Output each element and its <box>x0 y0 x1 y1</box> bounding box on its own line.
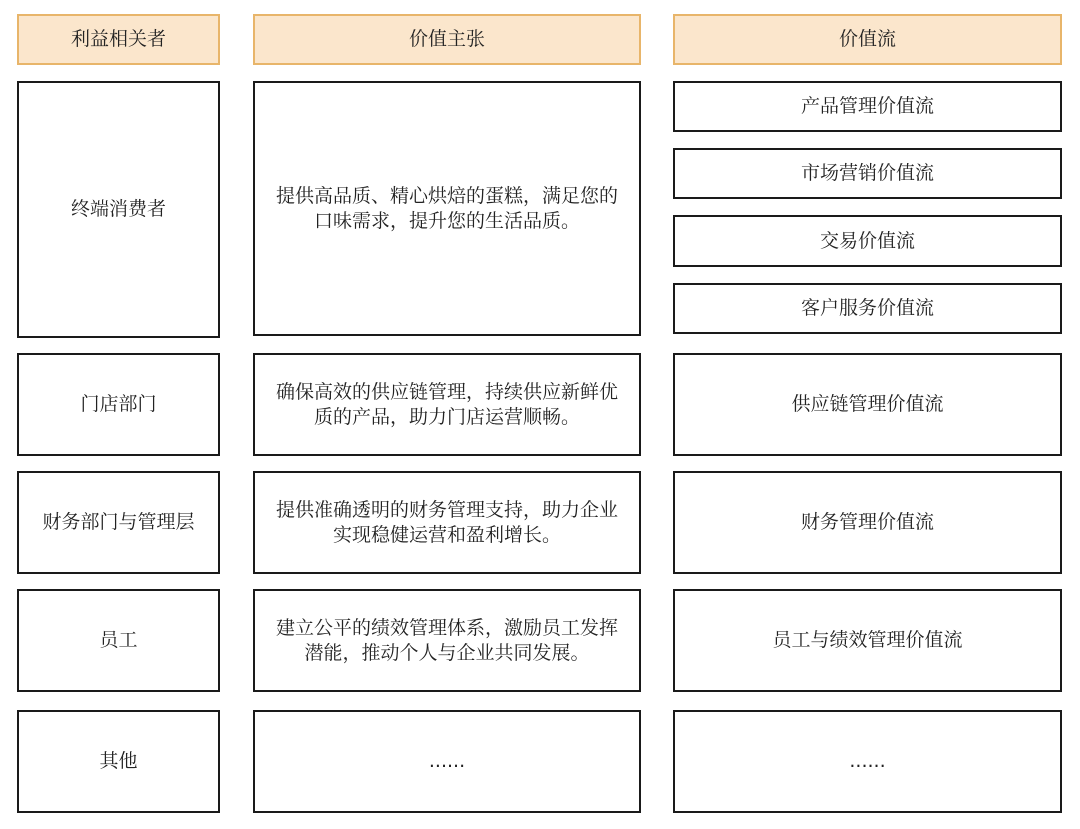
value-stream-label: 财务管理价值流 <box>800 511 934 533</box>
value-proposition-box <box>253 471 641 574</box>
value-proposition-text: ...... <box>428 750 466 772</box>
value-stream-box <box>673 710 1062 813</box>
stakeholder-label: 门店部门 <box>80 393 157 415</box>
stakeholder-label: 员工 <box>99 629 138 651</box>
value-stream-label: 供应链管理价值流 <box>791 393 944 415</box>
header-stakeholders-label: 利益相关者 <box>70 28 166 50</box>
stakeholder-box <box>17 81 220 338</box>
value-stream-box <box>673 81 1062 132</box>
stakeholder-box <box>17 589 220 692</box>
value-stream-box <box>673 283 1062 334</box>
value-proposition-box <box>253 353 641 456</box>
header-value-proposition-label: 价值主张 <box>408 28 485 50</box>
stakeholder-box <box>17 710 220 813</box>
value-stream-label: 市场营销价值流 <box>800 162 934 184</box>
value-proposition-text: 建立公平的绩效管理体系，激励员工发挥潜能，推动个人与企业共同发展。 <box>275 616 618 664</box>
stakeholder-label: 终端消费者 <box>70 198 166 220</box>
value-proposition-text: 确保高效的供应链管理，持续供应新鲜优质的产品，助力门店运营顺畅。 <box>275 380 618 428</box>
value-stream-box <box>673 589 1062 692</box>
stakeholder-box <box>17 353 220 456</box>
stakeholder-label: 其他 <box>99 750 138 772</box>
value-stream-box <box>673 353 1062 456</box>
header-stakeholders <box>17 14 220 65</box>
value-stream-box <box>673 471 1062 574</box>
value-proposition-text: 提供准确透明的财务管理支持，助力企业实现稳健运营和盈利增长。 <box>275 498 618 546</box>
value-stream-label: 产品管理价值流 <box>800 95 934 117</box>
value-stream-label: 员工与绩效管理价值流 <box>772 629 963 651</box>
value-proposition-box <box>253 81 641 336</box>
stakeholder-box <box>17 471 220 574</box>
value-stream-box <box>673 148 1062 199</box>
header-value-stream <box>673 14 1062 65</box>
stakeholder-label: 财务部门与管理层 <box>42 511 195 533</box>
value-stream-label: 客户服务价值流 <box>800 297 934 319</box>
value-proposition-box <box>253 710 641 813</box>
value-proposition-box <box>253 589 641 692</box>
value-stream-box <box>673 215 1062 267</box>
value-stream-label: 交易价值流 <box>819 229 915 252</box>
value-stream-label: ...... <box>849 750 886 772</box>
header-value-stream-label: 价值流 <box>838 28 896 50</box>
value-proposition-text: 提供高品质、精心烘焙的蛋糕，满足您的口味需求，提升您的生活品质。 <box>275 184 618 232</box>
header-value-proposition <box>253 14 641 65</box>
